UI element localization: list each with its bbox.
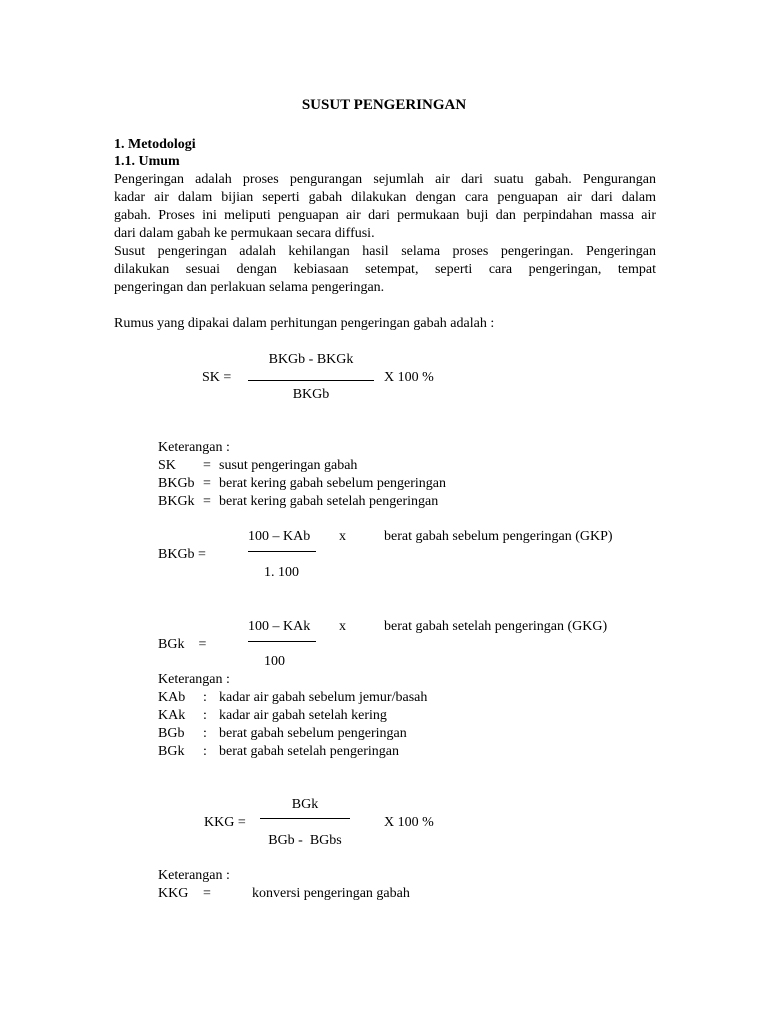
formula-bkgb-numerator: 100 – KAb [248,529,311,544]
ket2-term: BGk [158,744,185,759]
formula-bgk-times: x [339,619,346,634]
ket2-desc: berat gabah sebelum pengeringan [219,726,407,741]
page-title: SUSUT PENGERINGAN [301,97,467,113]
formula-bgk-fraction-bar [248,641,316,642]
ket2-term: KAb [158,690,186,705]
ket2-sep: : [203,744,207,759]
ket1-desc: berat kering gabah setelah pengeringan [219,494,439,509]
para2-line-1: Susut pengeringan adalah kehilangan hasil selama proses pengeringan. Pengeringan [114,244,656,259]
formula-bkgb-times: x [339,529,346,544]
para2-line-2: dilakukan sesuai dengan kebiasaan setempat, seperti cara pengeringan, tempat [114,262,656,277]
formula-bkgb-fraction-bar [248,551,316,552]
formula-bkgb-lhs: BKGb = [158,547,206,562]
formula-sk-numerator: BKGb - BKGk [268,352,354,367]
ket2-desc: kadar air gabah setelah kering [219,708,387,723]
rumus-intro: Rumus yang dipakai dalam perhitungan pengeringan gabah adalah : [114,316,495,331]
ket2-sep: : [203,726,207,741]
formula-bgk-numerator: 100 – KAk [248,619,311,634]
formula-kkg-lhs: KKG = [204,815,246,830]
formula-bkgb-denominator: 1. 100 [264,565,299,580]
ket2-label: Keterangan : [158,672,230,687]
formula-bgk-desc: berat gabah setelah pengeringan (GKG) [384,619,608,634]
ket3-eq: = [203,886,211,901]
ket1-term: SK [158,458,176,473]
ket2-desc: kadar air gabah sebelum jemur/basah [219,690,428,705]
formula-kkg-numerator: BGk [291,797,319,812]
ket2-term: BGb [158,726,185,741]
formula-sk-multiplier: X 100 % [384,370,434,385]
formula-kkg-fraction-bar [260,818,350,819]
subsection-heading: 1.1. Umum [114,154,180,169]
ket1-eq: = [203,458,211,473]
ket1-desc: susut pengeringan gabah [219,458,358,473]
formula-sk-lhs: SK = [202,370,232,385]
ket3-term: KKG [158,886,189,901]
para1-line-1: Pengeringan adalah proses pengurangan sejumlah air dari suatu gabah. Pengurangan [114,172,656,187]
formula-kkg-denominator: BGb - BGbs [268,833,342,848]
ket1-eq: = [203,494,211,509]
ket3-label: Keterangan : [158,868,230,883]
ket3-desc: konversi pengeringan gabah [252,886,410,901]
formula-sk-fraction-bar [248,380,374,381]
section-heading: 1. Metodologi [114,137,196,152]
para1-line-3: gabah. Proses ini meliputi penguapan air dari permukaan buji dan perpindahan massa air [114,208,656,223]
formula-kkg-multiplier: X 100 % [384,815,434,830]
ket2-desc: berat gabah setelah pengeringan [219,744,399,759]
formula-bgk-lhs: BGk = [158,637,207,652]
ket1-term: BKGb [158,476,195,491]
ket1-desc: berat kering gabah sebelum pengeringan [219,476,447,491]
ket2-term: KAk [158,708,186,723]
ket2-sep: : [203,690,207,705]
ket1-label: Keterangan : [158,440,230,455]
para1-line-4: dari dalam gabah ke permukaan secara diffusi. [114,226,375,241]
ket2-sep: : [203,708,207,723]
formula-bgk-denominator: 100 [264,654,285,669]
ket1-eq: = [203,476,211,491]
para1-line-2: kadar air dalam bijian seperti gabah dilakukan dengan cara penguapan air dari dalam [114,190,656,205]
formula-bkgb-desc: berat gabah sebelum pengeringan (GKP) [384,529,613,544]
ket1-term: BKGk [158,494,195,509]
para2-line-3: pengeringan dan perlakuan selama pengeringan. [114,280,385,295]
formula-sk-denominator: BKGb [292,387,330,402]
